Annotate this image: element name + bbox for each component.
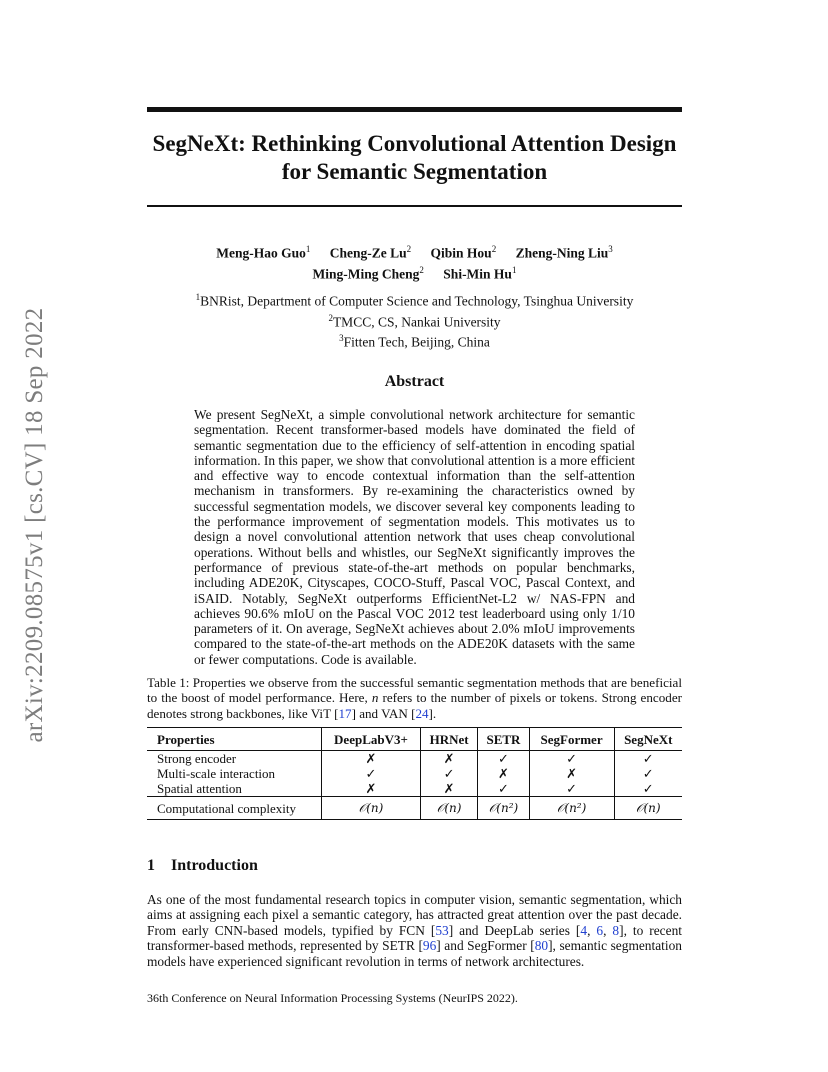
author-affil-mark: 3 bbox=[608, 244, 613, 254]
caption-variable: n bbox=[371, 690, 379, 706]
table-header: DeepLabV3+ bbox=[322, 728, 421, 751]
table-cell: 𝒪(n) bbox=[614, 797, 682, 820]
table-cell: ✓ bbox=[529, 781, 614, 797]
affil-text: Fitten Tech, Beijing, China bbox=[343, 334, 490, 350]
author-name: Qibin Hou bbox=[430, 245, 492, 261]
caption-text: refers to the number of pixels or tokens. Strong encoder denotes strong backbones, like ViT [ bbox=[147, 690, 682, 721]
table-cell: ✗ bbox=[478, 766, 529, 781]
table-cell: Strong encoder bbox=[157, 751, 237, 766]
table-cell: ✓ bbox=[614, 781, 682, 797]
author-line-1 bbox=[147, 241, 682, 262]
table-cell: ✗ bbox=[420, 751, 477, 767]
author-affil-mark: 1 bbox=[511, 264, 517, 275]
author-affil-mark: 2 bbox=[406, 244, 412, 254]
arxiv-stamp-text: arXiv:2209.08575v1 [cs.CV] 18 Sep 2022 bbox=[21, 307, 48, 743]
author-name: Cheng-Ze Lu bbox=[329, 245, 407, 261]
affil-mark: 3 bbox=[339, 333, 344, 343]
author-affil-mark: 1 bbox=[305, 244, 311, 254]
affiliation bbox=[147, 289, 682, 310]
table-cell: ✓ bbox=[478, 781, 529, 797]
author-name: Ming-Ming Cheng bbox=[312, 266, 420, 281]
properties-table bbox=[147, 727, 682, 820]
caption-text: ]. bbox=[428, 705, 437, 721]
table-cell: ✓ bbox=[322, 766, 421, 781]
arxiv-stamp bbox=[15, 290, 55, 760]
table-caption bbox=[147, 675, 682, 721]
affil-mark: 2 bbox=[328, 312, 333, 323]
abstract-body: We present SegNeXt, a simple convolutional network architecture for semantic segmentation. Recent transformer-based models have dominated the field of semantic segmentation due to the efficiency of self-attention in encoding spatial information. In this paper, we show that convolutional attention is a more efficient and effective way to encode contextual information than the self-attention mechanism in transformers. By re-examining the characteristics owned by successful segmentation models, we discover several key components leading to the performance improvement of segmentation models. This motivates us to design a novel convolutional attention network that uses cheap convolutional operations. Without bells and whistles, our SegNeXt significantly improves the performance of previous state-of-the-art methods on popular benchmarks, including ADE20K, Cityscapes, COCO-Stuff, Pascal VOC, Pascal Context, and iSAID. Notably, SegNeXt outperforms EfficientNet-L2 w/ NAS-FPN and achieves 90.6% mIoU on the Pascal VOC 2012 test leaderboard using only 1/10 parameters of it. On average, SegNeXt achieves about 2.0% mIoU improvements compared to the state-of-the-art methods on the ADE20K datasets with the same or fewer computations. Code is available. bbox=[194, 407, 635, 667]
table-cell: ✓ bbox=[614, 766, 682, 781]
caption-text: Table 1: Properties we observe from the successful semantic segmentation methods that are beneficial to the boost of model performance. Here, bbox=[147, 675, 682, 706]
intro-text: As one of the most fundamental research topics in computer vision, semantic segmentation, which aims at assigning each pixel a semantic category, has attracted great attention over the past decade. From early CNN-based models, typified by FCN [ bbox=[147, 892, 682, 938]
table-cell: 𝒪(n²) bbox=[529, 797, 614, 820]
affiliation bbox=[147, 310, 682, 331]
table-cell: Multi-scale interaction bbox=[157, 766, 276, 781]
table-cell: 𝒪(n) bbox=[322, 797, 421, 820]
citation-link[interactable]: 80 bbox=[534, 938, 549, 954]
table-row bbox=[147, 766, 682, 781]
paper-title: SegNeXt: Rethinking Convolutional Attention Design for Semantic Segmentation bbox=[152, 131, 677, 184]
intro-text: ], semantic segmentation models have experienced significant revolution in terms of network architectures. bbox=[147, 938, 682, 969]
author-affil-mark: 2 bbox=[419, 264, 424, 275]
table-cell: ✗ bbox=[322, 751, 421, 767]
author-list bbox=[147, 241, 682, 282]
author-name: Zheng-Ning Liu bbox=[515, 245, 609, 261]
citation-link[interactable]: 24 bbox=[415, 705, 429, 721]
table-cell: Computational complexity bbox=[157, 800, 297, 816]
citation-link[interactable]: 53 bbox=[435, 922, 449, 938]
intro-paragraph bbox=[147, 892, 682, 969]
title-top-rule bbox=[147, 107, 682, 112]
author-line-2 bbox=[147, 262, 682, 283]
table-cell: ✓ bbox=[529, 751, 614, 767]
author bbox=[216, 241, 310, 262]
intro-text: , bbox=[603, 922, 613, 938]
table-cell: ✗ bbox=[420, 781, 477, 797]
author bbox=[313, 262, 424, 283]
table-cell: ✓ bbox=[478, 751, 529, 767]
table-header-row bbox=[147, 728, 682, 751]
table-header: HRNet bbox=[420, 728, 477, 751]
table-header: SETR bbox=[478, 728, 529, 751]
author bbox=[443, 262, 516, 283]
table-cell: ✗ bbox=[322, 781, 421, 797]
table-header: SegFormer bbox=[529, 728, 614, 751]
author bbox=[431, 241, 497, 262]
table-cell: ✓ bbox=[614, 751, 682, 767]
table-cell: 𝒪(n²) bbox=[478, 797, 529, 820]
citation-link[interactable]: 6 bbox=[596, 922, 604, 938]
intro-text: ] and DeepLab series [ bbox=[448, 922, 581, 938]
table-header: SegNeXt bbox=[614, 728, 682, 751]
author bbox=[516, 241, 613, 262]
intro-text: ] and SegFormer [ bbox=[436, 938, 535, 954]
citation-link[interactable]: 17 bbox=[338, 705, 352, 721]
table-cell: 𝒪(n) bbox=[420, 797, 477, 820]
table-cell: ✓ bbox=[420, 766, 477, 781]
author-name: Meng-Hao Guo bbox=[216, 245, 306, 261]
intro-text: , bbox=[587, 922, 597, 938]
table-cell: Spatial attention bbox=[157, 781, 242, 796]
citation-link[interactable]: 4 bbox=[580, 922, 588, 938]
section-heading bbox=[147, 857, 258, 875]
affiliations bbox=[147, 289, 682, 351]
footer-note: 36th Conference on Neural Information Processing Systems (NeurIPS 2022). bbox=[147, 991, 518, 1005]
section-number: 1 bbox=[147, 857, 155, 874]
affil-text: TMCC, CS, Nankai University bbox=[332, 314, 501, 329]
section-title: Introduction bbox=[171, 857, 258, 874]
affil-mark: 1 bbox=[195, 292, 201, 302]
abstract-heading: Abstract bbox=[384, 373, 445, 390]
table-cell: ✗ bbox=[529, 766, 614, 781]
table-row bbox=[147, 781, 682, 797]
table-row bbox=[147, 751, 682, 767]
author-affil-mark: 2 bbox=[491, 244, 497, 254]
table-row-complexity bbox=[147, 797, 682, 820]
affil-text: BNRist, Department of Computer Science and Technology, Tsinghua University bbox=[200, 293, 634, 309]
intro-text: ], to recent transformer-based methods, represented by SETR [ bbox=[147, 922, 682, 954]
affiliation bbox=[147, 330, 682, 351]
citation-link[interactable]: 96 bbox=[422, 938, 437, 954]
author-name: Shi-Min Hu bbox=[443, 266, 512, 281]
title-bottom-rule bbox=[147, 205, 682, 207]
caption-text: ] and VAN [ bbox=[351, 705, 416, 721]
citation-link[interactable]: 8 bbox=[612, 922, 620, 938]
table-header: Properties bbox=[157, 731, 215, 747]
author bbox=[330, 241, 411, 262]
